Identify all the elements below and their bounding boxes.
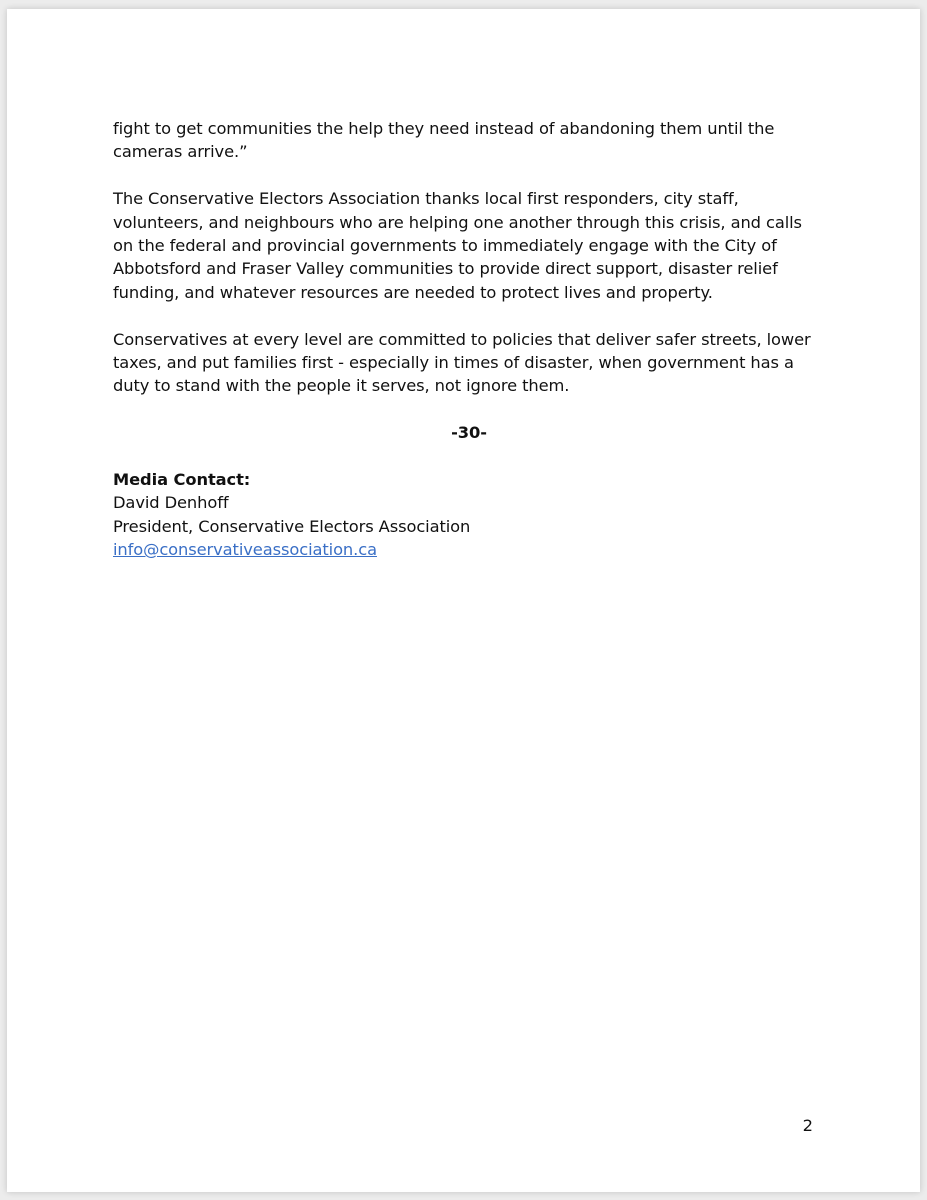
contact-email-link[interactable]: info@conservativeassociation.ca: [113, 540, 377, 560]
document-page: [7, 9, 920, 1192]
paragraph-continuation: fight to get communities the help they need instead of abandoning them until the cameras arrive.”: [113, 119, 775, 162]
page-content: [113, 117, 825, 562]
contact-title: President, Conservative Electors Association: [113, 516, 471, 536]
page-number: 2: [802, 1116, 813, 1135]
contact-name: David Denhoff: [113, 493, 229, 513]
paragraph-commitment: Conservatives at every level are committed to policies that deliver safer streets, lower taxes, and put families first - especially in times of disaster, when government has a duty to stand with the people it serves, not ignore them.: [113, 329, 811, 396]
media-contact-heading: Media Contact:: [113, 470, 251, 490]
end-mark: -30-: [451, 423, 487, 443]
paragraph-thanks: The Conservative Electors Association thanks local first responders, city staff, volunteers, and neighbours who are helping one another through this crisis, and calls on the federal and provincial governments to immediately engage with the City of Abbotsford and Fraser Valley communities to provide direct support, disaster relief funding, and whatever resources are needed to protect lives and property.: [113, 189, 802, 302]
media-contact-block: [113, 468, 825, 562]
